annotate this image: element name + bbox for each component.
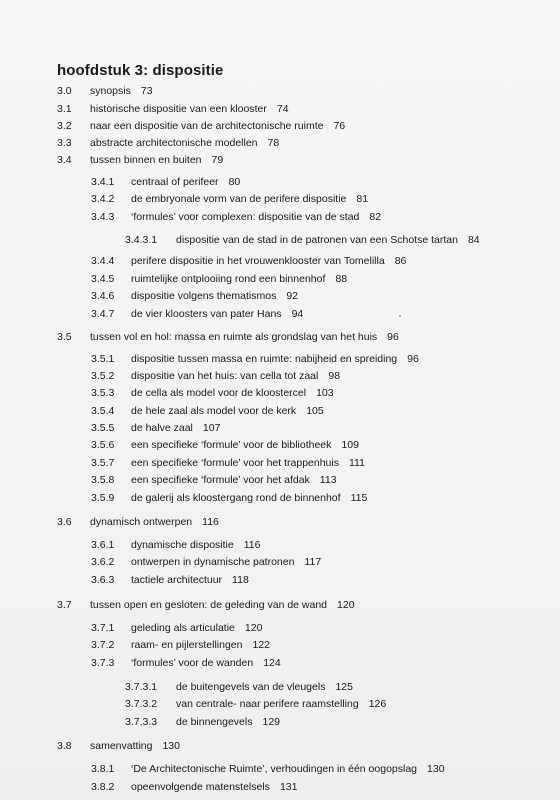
toc-entry-title: tactiele architectuur bbox=[131, 574, 223, 586]
toc-entry-number: 3.4.3 bbox=[91, 211, 115, 223]
toc-entry bbox=[91, 308, 303, 321]
toc-entry-page: 131 bbox=[279, 781, 298, 793]
toc-entry-page: 84 bbox=[467, 234, 480, 246]
toc-entry-page: 120 bbox=[337, 599, 355, 611]
toc-entry bbox=[91, 763, 445, 776]
toc-entry-page: 79 bbox=[211, 154, 224, 166]
toc-entry-title: raam- en pijlerstellingen bbox=[131, 639, 243, 651]
toc-entry-number: 3.4.1 bbox=[91, 176, 115, 188]
toc-entry bbox=[91, 176, 240, 189]
toc-entry-title: de buitengevels van de vleugels bbox=[176, 681, 326, 693]
toc-entry-page: 109 bbox=[341, 439, 359, 451]
toc-entry-number: 3.8 bbox=[57, 740, 72, 752]
toc-entry-page: 115 bbox=[350, 492, 368, 504]
toc-entry-number: 3.5.7 bbox=[91, 457, 115, 469]
toc-entry-page: 80 bbox=[228, 176, 241, 188]
toc-entry bbox=[91, 622, 262, 635]
toc-entry-number: 3.2 bbox=[57, 120, 72, 132]
toc-entry-title: de galerij als kloostergang rond de binnenhof bbox=[131, 492, 341, 504]
toc-entry-number: 3.4.4 bbox=[91, 255, 115, 267]
toc-entry-title: de hele zaal als model voor de kerk bbox=[131, 405, 297, 417]
toc-entry-page: 124 bbox=[263, 657, 281, 669]
toc-entry-number: 3.7.1 bbox=[91, 622, 115, 634]
toc-entry bbox=[125, 234, 480, 247]
toc-entry-page: 118 bbox=[232, 574, 249, 586]
toc-entry bbox=[91, 387, 334, 400]
toc-entry-number: 3.5.2 bbox=[91, 370, 115, 382]
toc-entry-number: 3.8.2 bbox=[91, 781, 115, 793]
toc-entry-page: 122 bbox=[252, 639, 271, 651]
paper-speck bbox=[399, 315, 401, 317]
toc-entry-title: ‘formules’ voor complexen: dispositie van de stad bbox=[131, 211, 360, 223]
toc-entry-title: opeenvolgende matenstelsels bbox=[131, 781, 270, 793]
toc-entry bbox=[91, 370, 340, 383]
toc-entry-title: naar een dispositie van de architectonische ruimte bbox=[90, 120, 324, 132]
toc-entry bbox=[91, 439, 359, 452]
toc-entry-page: 111 bbox=[348, 457, 365, 469]
toc-entry-page: 92 bbox=[286, 290, 299, 302]
toc-entry-title: tussen vol en hol: massa en ruimte als grondslag van het huis bbox=[90, 331, 378, 343]
toc-entry-page: 130 bbox=[162, 740, 180, 752]
toc-entry-number: 3.6.3 bbox=[91, 574, 115, 586]
toc-entry bbox=[57, 103, 289, 116]
toc-entry-number: 3.4.7 bbox=[91, 308, 115, 320]
toc-entry bbox=[91, 539, 260, 552]
toc-entry-number: 3.5.6 bbox=[91, 439, 115, 451]
toc-entry-number: 3.3 bbox=[57, 137, 72, 149]
toc-entry-title: dynamisch ontwerpen bbox=[90, 516, 193, 528]
toc-entry-number: 3.5.5 bbox=[91, 422, 115, 434]
toc-entry bbox=[91, 474, 337, 487]
toc-entry-number: 3.6.2 bbox=[91, 556, 115, 568]
toc-entry-page: 125 bbox=[335, 681, 353, 693]
toc-entry-number: 3.6 bbox=[57, 516, 72, 528]
toc-entry-title: de cella als model voor de kloostercel bbox=[131, 387, 307, 399]
toc-entry-page: 94 bbox=[291, 308, 304, 320]
toc-entry-title: een specifieke ‘formule’ voor het afdak bbox=[131, 474, 310, 486]
toc-entry-page: 96 bbox=[387, 331, 399, 343]
toc-entry-number: 3.7.3.3 bbox=[125, 716, 158, 728]
toc-entry-number: 3.1 bbox=[57, 103, 72, 115]
toc-entry-title: ‘De Architectonische Ruimte’, verhoudingen in één oogopslag bbox=[131, 763, 418, 775]
toc-entry-page: 86 bbox=[394, 255, 407, 267]
toc-entry-page: 81 bbox=[356, 193, 369, 205]
toc-entry-title: historische dispositie van een klooster bbox=[90, 103, 267, 115]
toc-entry-title: samenvatting bbox=[90, 740, 153, 752]
toc-entry bbox=[91, 657, 281, 670]
toc-entry-title: dispositie van het huis: van cella tot zaal bbox=[131, 370, 319, 382]
toc-entry-page: 96 bbox=[407, 353, 419, 365]
toc-entry-page: 126 bbox=[368, 698, 387, 710]
toc-entry-number: 3.7.3.2 bbox=[125, 698, 158, 710]
toc-entry bbox=[91, 492, 367, 505]
toc-entry-page: 98 bbox=[328, 370, 341, 382]
toc-entry bbox=[57, 740, 180, 753]
toc-entry-number: 3.7.2 bbox=[91, 639, 115, 651]
toc-entry bbox=[125, 698, 386, 711]
toc-entry-page: 116 bbox=[243, 539, 261, 551]
toc-entry-page: 107 bbox=[202, 422, 221, 434]
toc-entry bbox=[57, 85, 153, 98]
toc-entry-number: 3.6.1 bbox=[91, 539, 115, 551]
toc-entry bbox=[57, 120, 345, 133]
toc-entry-title: tussen binnen en buiten bbox=[90, 154, 202, 166]
toc-entry-page: 130 bbox=[427, 763, 445, 775]
toc-entry-number: 3.7.3 bbox=[91, 657, 115, 669]
toc-entry-number: 3.5.1 bbox=[91, 353, 115, 365]
toc-entry-number: 3.7.3.1 bbox=[125, 681, 158, 693]
toc-entry-page: 116 bbox=[202, 516, 219, 528]
toc-entry bbox=[91, 574, 249, 587]
toc-entry bbox=[125, 681, 353, 694]
toc-entry-page: 120 bbox=[244, 622, 263, 634]
toc-entry-title: ‘formules’ voor de wanden bbox=[131, 657, 254, 669]
toc-entry bbox=[91, 422, 220, 435]
toc-entry-title: perifere dispositie in het vrouwenklooster van Tomelilla bbox=[131, 255, 385, 267]
toc-entry bbox=[57, 516, 219, 529]
toc-entry bbox=[91, 255, 406, 268]
toc-entry-title: dispositie van de stad in de patronen van een Schotse tartan bbox=[176, 234, 458, 246]
toc-entry-page: 88 bbox=[335, 273, 348, 285]
toc-entry-page: 103 bbox=[316, 387, 334, 399]
toc-entry-page: 105 bbox=[306, 405, 324, 417]
toc-entry bbox=[91, 353, 419, 366]
toc-entry-title: dynamische dispositie bbox=[131, 539, 234, 551]
toc-entry-number: 3.5 bbox=[57, 331, 72, 343]
toc-entry-number: 3.4.5 bbox=[91, 273, 115, 285]
toc-entry bbox=[91, 193, 368, 206]
toc-entry-title: de halve zaal bbox=[131, 422, 193, 434]
toc-entry-page: 82 bbox=[369, 211, 382, 223]
toc-entry bbox=[91, 405, 324, 418]
toc-entry-title: een specifieke ‘formule’ voor de bibliotheek bbox=[131, 439, 332, 451]
toc-entry-page: 73 bbox=[140, 85, 153, 97]
toc-entry-page: 117 bbox=[304, 556, 322, 568]
toc-entry-number: 3.5.3 bbox=[91, 387, 115, 399]
toc-entry bbox=[91, 290, 298, 303]
toc-entry-page: 78 bbox=[267, 137, 280, 149]
toc-entry bbox=[91, 273, 347, 286]
toc-entry bbox=[57, 599, 355, 612]
toc-entry-page: 76 bbox=[333, 120, 346, 132]
toc-entry-number: 3.5.4 bbox=[91, 405, 115, 417]
toc-entry-title: geleding als articulatie bbox=[131, 622, 235, 634]
toc-entry-title: de embryonale vorm van de perifere dispositie bbox=[131, 193, 347, 205]
toc-entry bbox=[57, 154, 223, 167]
toc-entry-page: 129 bbox=[262, 716, 281, 728]
toc-entry-title: abstracte architectonische modellen bbox=[90, 137, 258, 149]
toc-entry bbox=[57, 331, 399, 344]
toc-entry-number: 3.7 bbox=[57, 599, 72, 611]
toc-entry-title: ruimtelijke ontplooiing rond een binnenhof bbox=[131, 273, 326, 285]
chapter-title: hoofdstuk 3: dispositie bbox=[57, 62, 224, 79]
toc-entry-number: 3.4.6 bbox=[91, 290, 115, 302]
toc-entry-title: tussen open en gesloten: de geleding van de wand bbox=[90, 599, 328, 611]
toc-entry bbox=[91, 211, 381, 224]
toc-entry bbox=[91, 639, 270, 652]
toc-entry-number: 3.4.3.1 bbox=[125, 234, 158, 246]
toc-entry-number: 3.8.1 bbox=[91, 763, 115, 775]
toc-entry-title: van centrale- naar perifere raamstelling bbox=[176, 698, 359, 710]
toc-entry-page: 113 bbox=[319, 474, 337, 486]
toc-entry bbox=[91, 556, 321, 569]
toc-entry-title: synopsis bbox=[90, 85, 131, 97]
toc-entry-title: een specifieke ‘formule’ voor het trappenhuis bbox=[131, 457, 339, 469]
toc-entry-page: 74 bbox=[276, 103, 289, 115]
toc-entry-number: 3.5.8 bbox=[91, 474, 115, 486]
toc-entry-number: 3.5.9 bbox=[91, 492, 115, 504]
toc-entry-title: ontwerpen in dynamische patronen bbox=[131, 556, 295, 568]
toc-entry-title: dispositie volgens thematismos bbox=[131, 290, 277, 302]
toc-entry-number: 3.0 bbox=[57, 85, 72, 97]
toc-entry-title: dispositie tussen massa en ruimte: nabijheid en spreiding bbox=[131, 353, 398, 365]
toc-entry-number: 3.4 bbox=[57, 154, 72, 166]
toc-entry bbox=[125, 716, 280, 729]
toc-entry bbox=[57, 137, 279, 150]
toc-entry bbox=[91, 781, 297, 794]
toc-entry-title: centraal of perifeer bbox=[131, 176, 219, 188]
toc-entry bbox=[91, 457, 365, 470]
toc-entry-number: 3.4.2 bbox=[91, 193, 115, 205]
toc-entry-title: de binnengevels bbox=[176, 716, 253, 728]
toc-entry-title: de vier kloosters van pater Hans bbox=[131, 308, 282, 320]
